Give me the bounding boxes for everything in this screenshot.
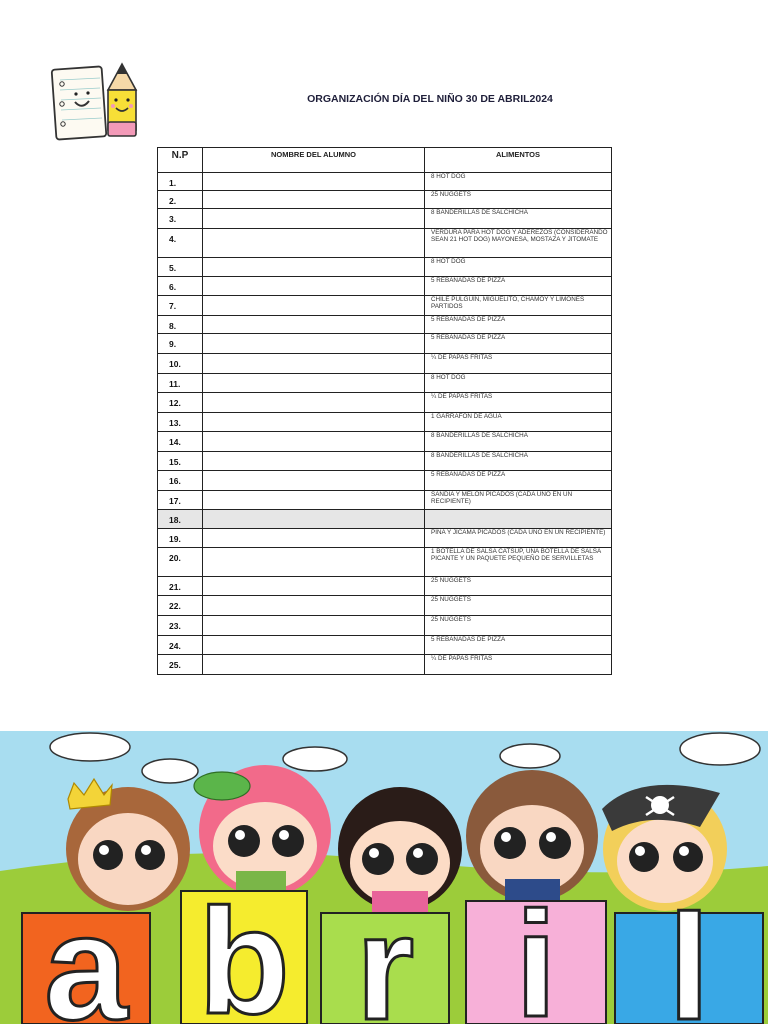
row-number: 17. <box>158 491 203 510</box>
table-row <box>158 636 612 655</box>
table-row <box>158 334 612 354</box>
row-number: 21. <box>158 577 203 596</box>
food-item-cell: 25 NUGGETS <box>425 596 612 616</box>
letter-b: b <box>198 877 290 1024</box>
row-number: 2. <box>158 191 203 209</box>
student-name-cell <box>203 334 425 354</box>
food-item-cell: 8 HOT DOG <box>425 173 612 191</box>
student-name-cell <box>203 316 425 334</box>
table-row <box>158 374 612 393</box>
row-number: 14. <box>158 432 203 452</box>
row-number: 3. <box>158 209 203 229</box>
letter-a: a <box>44 883 128 1024</box>
food-item-cell: PIÑA Y JICAMA PICADOS (CADA UNO EN UN RECIPIENTE) <box>425 529 612 548</box>
row-number: 6. <box>158 277 203 296</box>
table-row <box>158 296 612 316</box>
student-name-cell <box>203 413 425 432</box>
paper-character-icon <box>52 66 107 139</box>
table-row <box>158 510 612 529</box>
food-item-cell: 25 NUGGETS <box>425 616 612 636</box>
student-name-cell <box>203 616 425 636</box>
student-name-cell <box>203 529 425 548</box>
food-item-cell: SANDIA Y MELON PICADOS (CADA UNO EN UN RECIPIENTE) <box>425 491 612 510</box>
table-row <box>158 191 612 209</box>
row-number: 7. <box>158 296 203 316</box>
table-row <box>158 258 612 277</box>
row-number: 12. <box>158 393 203 413</box>
food-item-cell: ¼ DE PAPAS FRITAS <box>425 655 612 675</box>
table-row <box>158 209 612 229</box>
row-number: 16. <box>158 471 203 491</box>
student-name-cell <box>203 374 425 393</box>
food-assignment-table <box>157 147 612 675</box>
food-item-cell: 8 HOT DOG <box>425 258 612 277</box>
food-item-cell <box>425 510 612 529</box>
table-row <box>158 596 612 616</box>
food-item-cell: 1 BOTELLA DE SALSA CATSUP, UNA BOTELLA DE SALSA PICANTE Y UN PAQUETE PEQUEÑO DE SERVILLETAS <box>425 548 612 577</box>
table-row <box>158 452 612 471</box>
food-item-cell: CHILE PULGUIN, MIGUELITO, CHAMOY Y LIMONES PARTIDOS <box>425 296 612 316</box>
food-item-cell: 25 NUGGETS <box>425 191 612 209</box>
letter-l: l <box>668 883 710 1024</box>
table-row <box>158 471 612 491</box>
column-header-name: NOMBRE DEL ALUMNO <box>203 148 425 173</box>
student-name-cell <box>203 277 425 296</box>
row-number: 9. <box>158 334 203 354</box>
table-row <box>158 491 612 510</box>
table-row <box>158 655 612 675</box>
student-name-cell <box>203 471 425 491</box>
food-item-cell: 5 REBANADAS DE PIZZA <box>425 277 612 296</box>
row-number: 11. <box>158 374 203 393</box>
student-name-cell <box>203 209 425 229</box>
table-row <box>158 354 612 374</box>
student-name-cell <box>203 173 425 191</box>
food-item-cell: 8 BANDERILLAS DE SALCHICHA <box>425 452 612 471</box>
food-item-cell: ¼ DE PAPAS FRITAS <box>425 354 612 374</box>
row-number: 4. <box>158 229 203 258</box>
student-name-cell <box>203 636 425 655</box>
row-number: 10. <box>158 354 203 374</box>
table-row <box>158 548 612 577</box>
row-number: 23. <box>158 616 203 636</box>
table-row <box>158 229 612 258</box>
student-name-cell <box>203 229 425 258</box>
page-title: ORGANIZACIÓN DÍA DEL NIÑO 30 DE ABRIL2024 <box>307 93 553 105</box>
table-row <box>158 277 612 296</box>
student-name-cell <box>203 354 425 374</box>
row-number: 25. <box>158 655 203 675</box>
table-header-row <box>158 148 612 173</box>
letter-r: r <box>355 883 415 1024</box>
student-name-cell <box>203 655 425 675</box>
table-row <box>158 173 612 191</box>
table-row <box>158 577 612 596</box>
table-row <box>158 529 612 548</box>
student-name-cell <box>203 393 425 413</box>
student-name-cell <box>203 596 425 616</box>
food-item-cell: 8 BANDERILLAS DE SALCHICHA <box>425 209 612 229</box>
row-number: 5. <box>158 258 203 277</box>
row-number: 8. <box>158 316 203 334</box>
table-row <box>158 616 612 636</box>
student-name-cell <box>203 577 425 596</box>
row-number: 24. <box>158 636 203 655</box>
row-number: 13. <box>158 413 203 432</box>
row-number: 18. <box>158 510 203 529</box>
row-number: 20. <box>158 548 203 577</box>
student-name-cell <box>203 548 425 577</box>
food-item-cell: 25 NUGGETS <box>425 577 612 596</box>
table-row <box>158 316 612 334</box>
student-name-cell <box>203 296 425 316</box>
food-item-cell: VERDURA PARA HOT DOG Y ADEREZOS (CONSIDERANDO SEAN 21 HOT DOG) MAYONESA, MOSTAZA Y JITOMATE <box>425 229 612 258</box>
letter-i: i <box>515 880 557 1024</box>
column-header-food: ALIMENTOS <box>425 148 612 173</box>
column-header-np: N.P <box>158 148 203 173</box>
student-name-cell <box>203 491 425 510</box>
food-item-cell: 5 REBANADAS DE PIZZA <box>425 471 612 491</box>
student-name-cell <box>203 258 425 277</box>
row-number: 1. <box>158 173 203 191</box>
student-name-cell <box>203 452 425 471</box>
student-name-cell <box>203 510 425 529</box>
student-name-cell <box>203 191 425 209</box>
food-item-cell: 5 REBANADAS DE PIZZA <box>425 636 612 655</box>
food-item-cell: 5 REBANADAS DE PIZZA <box>425 316 612 334</box>
food-item-cell: 5 REBANADAS DE PIZZA <box>425 334 612 354</box>
table-row <box>158 413 612 432</box>
student-name-cell <box>203 432 425 452</box>
row-number: 15. <box>158 452 203 471</box>
logo <box>50 60 142 144</box>
food-item-cell: 8 HOT DOG <box>425 374 612 393</box>
pencil-character-icon <box>108 64 136 136</box>
row-number: 19. <box>158 529 203 548</box>
food-item-cell: ¼ DE PAPAS FRITAS <box>425 393 612 413</box>
food-item-cell: 8 BANDERILLAS DE SALCHICHA <box>425 432 612 452</box>
abril-banner <box>0 731 768 1024</box>
table-row <box>158 393 612 413</box>
row-number: 22. <box>158 596 203 616</box>
table-row <box>158 432 612 452</box>
food-item-cell: 1 GARRAFON DE AGUA <box>425 413 612 432</box>
hat-icon <box>194 772 250 800</box>
